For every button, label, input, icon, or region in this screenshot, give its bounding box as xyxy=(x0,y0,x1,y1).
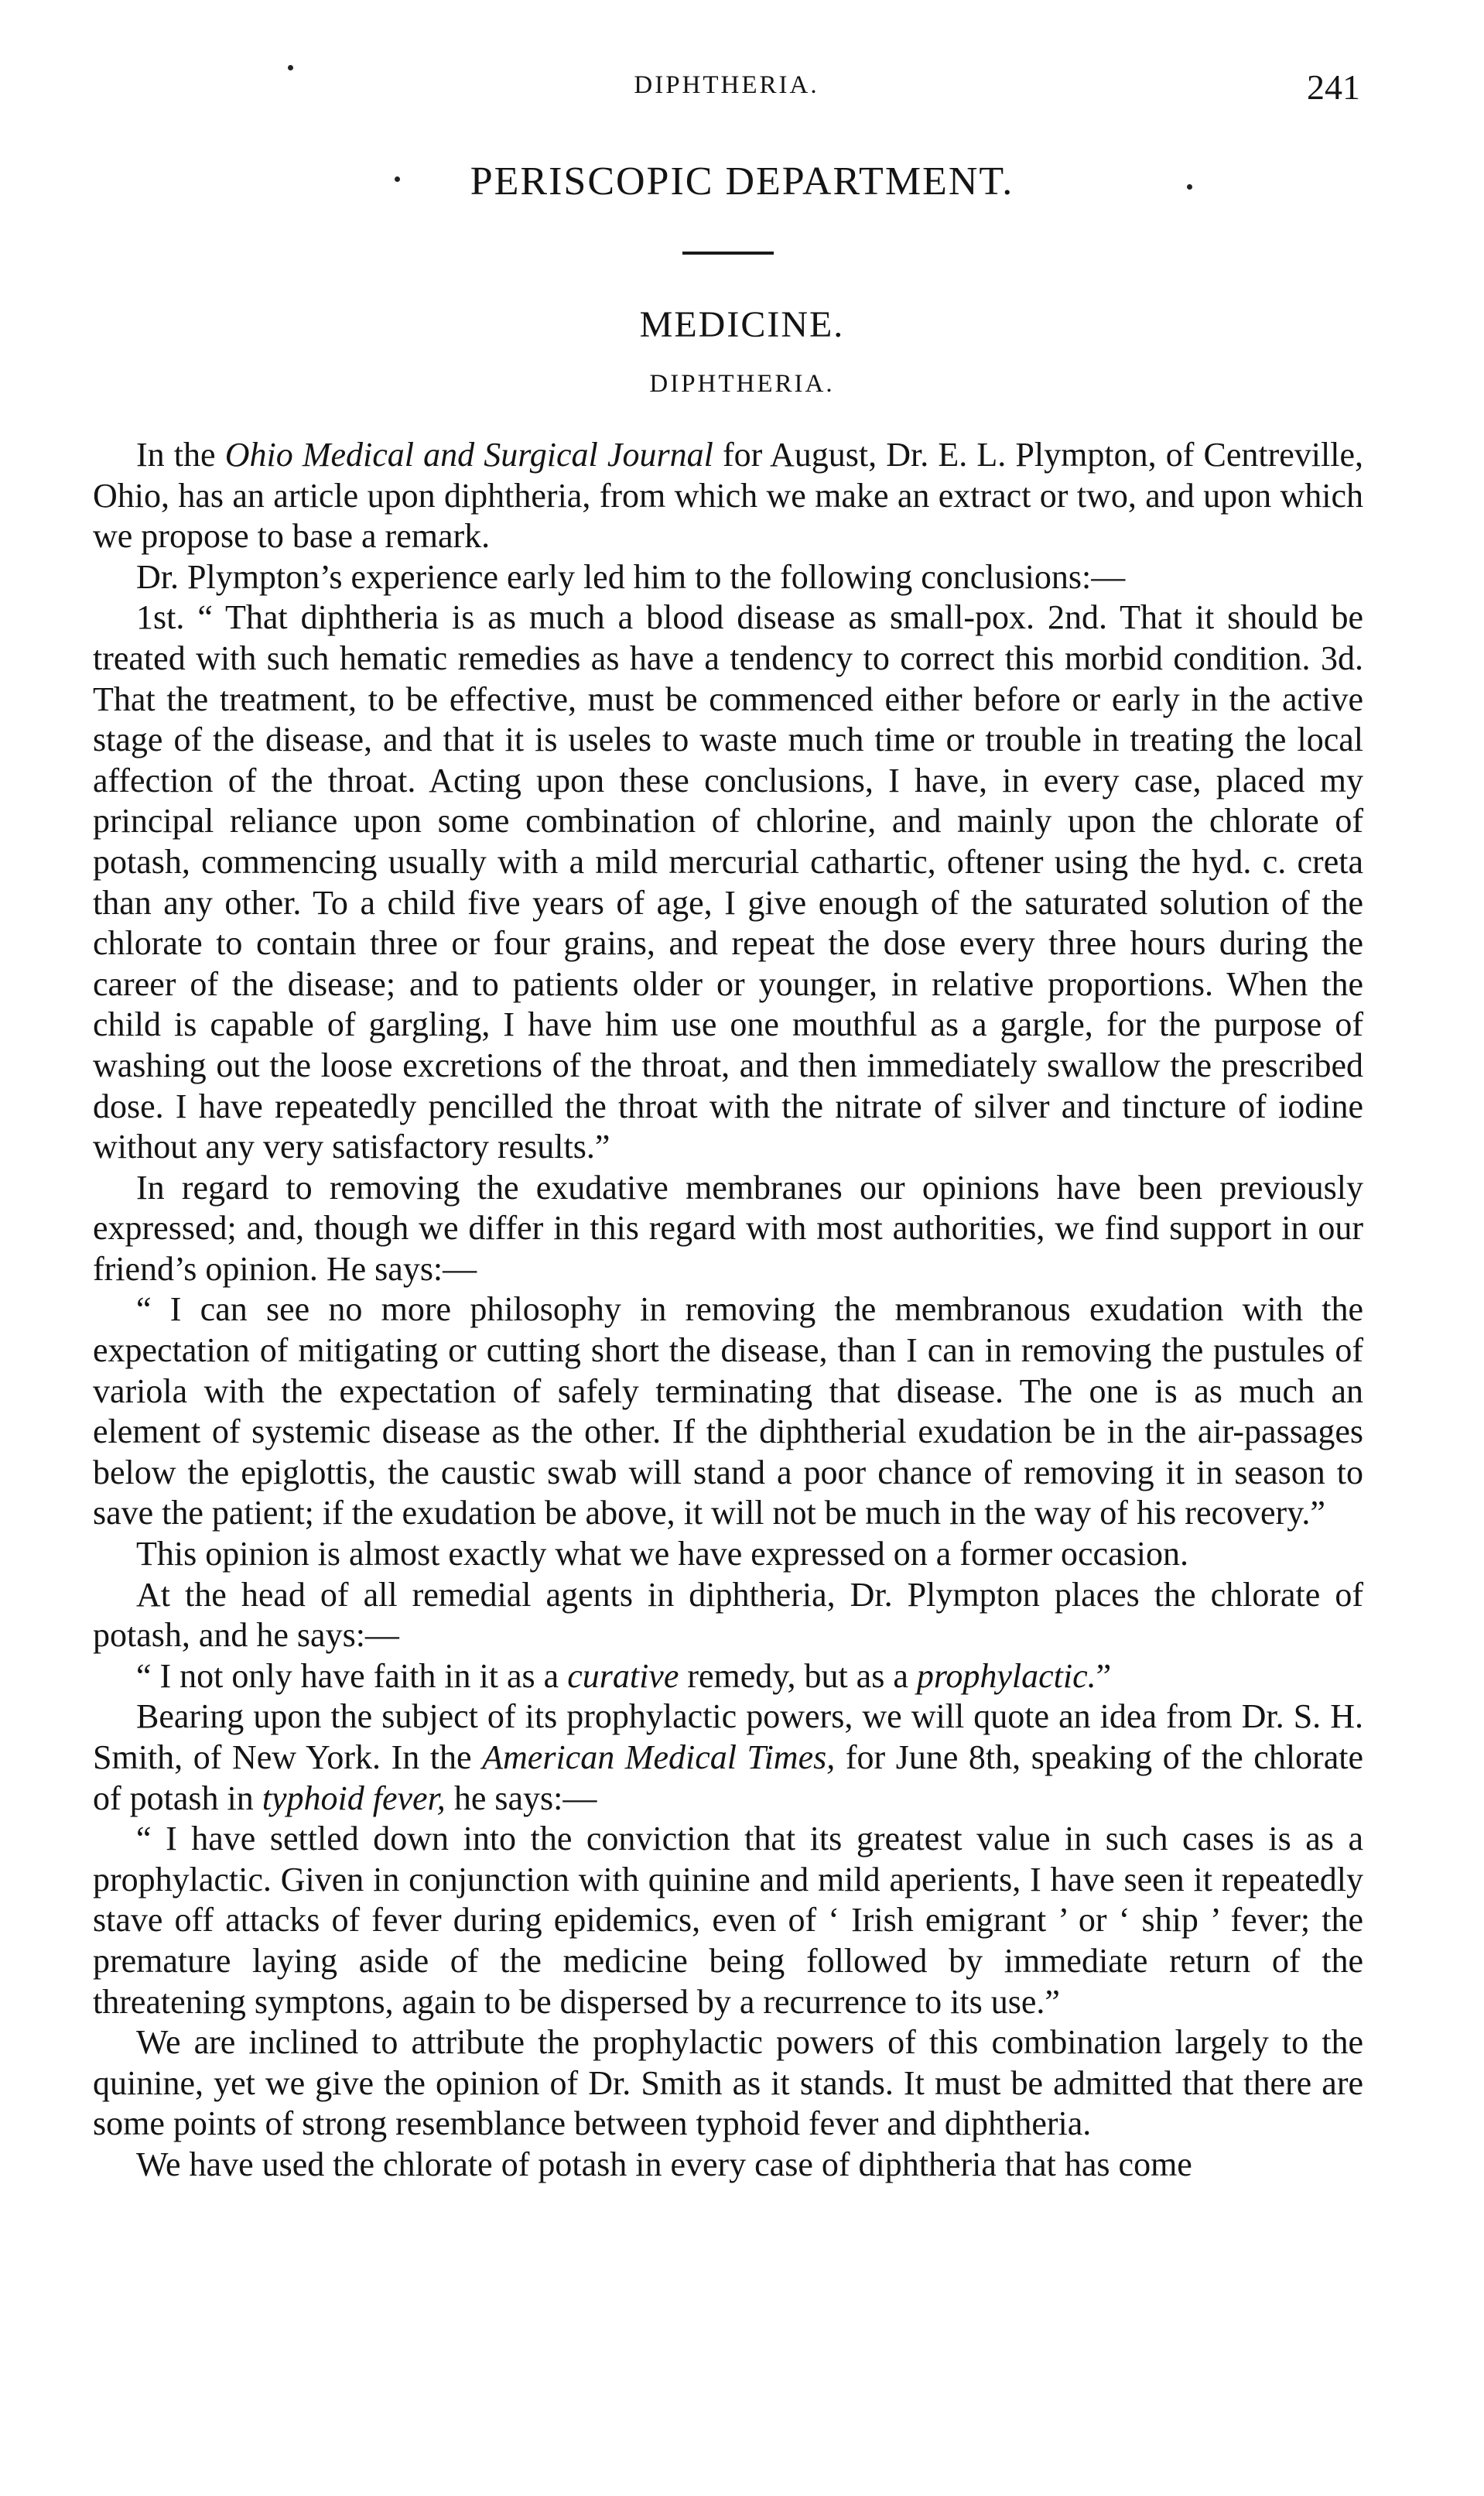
text-run: “ I can see no more philosophy in removing the membranous exudation with the expectation of mitigating or cutting short the disease, than I can in removing the pustules of variola with the expectation of safely terminating that disease. The one is as much an element of systemic disease as the other. If the diphtherial exudation be in the air-passages below the epiglottis, the caustic swab will stand a poor chance of removing it in season to save the patient; if the exudation be above, it will not be much in the way of his recovery.” xyxy=(93,1290,1363,1532)
paragraph xyxy=(93,1168,1363,1290)
page-number: 241 xyxy=(1307,67,1360,107)
paragraph xyxy=(93,2145,1363,2186)
text-run: 1st. “ That diphtheria is as much a blood disease as small-pox. 2nd. That it should be treated with such hematic remedies as have a tendency to correct this morbid condition. 3d. That the treatment, to be effective, must be commenced either before or early in the active stage of the disease, and that it is useles to waste much time or trouble in treating the local affection of the throat. Acting upon these conclusions, I have, in every case, placed my principal reliance upon some combination of chlorine, and mainly upon the chlorate of potash, commencing usually with a mild mercurial cathartic, oftener using the hyd. c. creta than any other. To a child five years of age, I give enough of the saturated solution of the chlorate to contain three or four grains, and repeat the dose every three hours during the career of the disease; and to patients older or younger, in relative proportions. When the child is capable of gargling, I have him use one mouthful as a gargle, for the purpose of washing out the loose excretions of the throat, and then immediately swallow the prescribed dose. I have repeatedly pencilled the throat with the nitrate of silver and tincture of iodine without any very satisfactory results.” xyxy=(93,598,1363,1166)
text-run: “ I have settled down into the conviction that its greatest value in such cases is as a prophylactic. Given in conjunction with quinine and mild aperients, I have seen it repeatedly stave off attacks of fever during epidemics, even of ‘ Irish emigrant ’ or ‘ ship ’ fever; the premature laying aside of the medicine being followed by immediate return of the threatening symptons, again to be dispersed by a recurrence to its use.” xyxy=(93,1820,1363,2021)
running-head xyxy=(93,67,1360,118)
department-title: PERISCOPIC DEPARTMENT. xyxy=(470,159,1014,204)
paragraph xyxy=(93,1534,1363,1575)
text-run: In the xyxy=(136,436,225,474)
italic-text: typhoid fever, xyxy=(262,1779,446,1817)
print-speck xyxy=(288,65,293,70)
text-run: This opinion is almost exactly what we have expressed on a former occasion. xyxy=(136,1535,1188,1573)
text-run: ” xyxy=(1096,1656,1112,1695)
article-title: DIPHTHERIA. xyxy=(649,370,835,398)
italic-text: prophylactic. xyxy=(916,1656,1096,1695)
text-run: We have used the chlorate of potash in every case of diphtheria that has come xyxy=(136,2145,1192,2183)
italic-text: American Medical Times, xyxy=(482,1738,836,1776)
title-rule xyxy=(682,252,774,255)
text-run: remedy, but as a xyxy=(679,1656,917,1695)
section-title: MEDICINE. xyxy=(639,304,845,345)
article-body xyxy=(93,435,1363,2186)
italic-text: curative xyxy=(567,1656,679,1695)
text-run: for August, Dr. E. L. Plympton, of Centreville, Ohio, has an article upon diphtheria, from which we make an extract or two, and upon which we propose to base a remark. xyxy=(93,436,1363,556)
text-run: Dr. Plympton’s experience early led him to the following conclusions:— xyxy=(136,557,1126,596)
paragraph xyxy=(93,1819,1363,2022)
paragraph xyxy=(93,1697,1363,1819)
italic-text: Ohio Medical and Surgical Journal xyxy=(224,436,713,474)
text-run: “ I not only have faith in it as a xyxy=(136,1656,568,1695)
text-run: We are inclined to attribute the prophylactic powers of this combination largely to the quinine, yet we give the opinion of Dr. Smith as it stands. It must be admitted that there are some points of strong resemblance between typhoid fever and diphtheria. xyxy=(93,2023,1363,2143)
text-run: In regard to removing the exudative membranes our opinions have been previously expressed; and, though we differ in this regard with most authorities, we find support in our friend’s opinion. He says:— xyxy=(93,1168,1363,1288)
text-run: he says:— xyxy=(445,1779,597,1817)
paragraph xyxy=(93,597,1363,1167)
paragraph xyxy=(93,2022,1363,2145)
text-run: At the head of all remedial agents in diphtheria, Dr. Plympton places the chlorate of potash, and he says:— xyxy=(93,1575,1363,1655)
text-run: for June 8th, speaking of the chlorate of potash in xyxy=(93,1738,1363,1817)
paragraph xyxy=(93,1575,1363,1656)
paragraph xyxy=(93,1289,1363,1534)
running-title: DIPHTHERIA. xyxy=(634,71,819,99)
paragraph xyxy=(93,1656,1363,1697)
text-run: Bearing upon the subject of its prophylactic powers, we will quote an idea from Dr. S. H. Smith, of New York. In the xyxy=(93,1697,1363,1776)
paragraph xyxy=(93,435,1363,557)
paragraph xyxy=(93,557,1363,598)
